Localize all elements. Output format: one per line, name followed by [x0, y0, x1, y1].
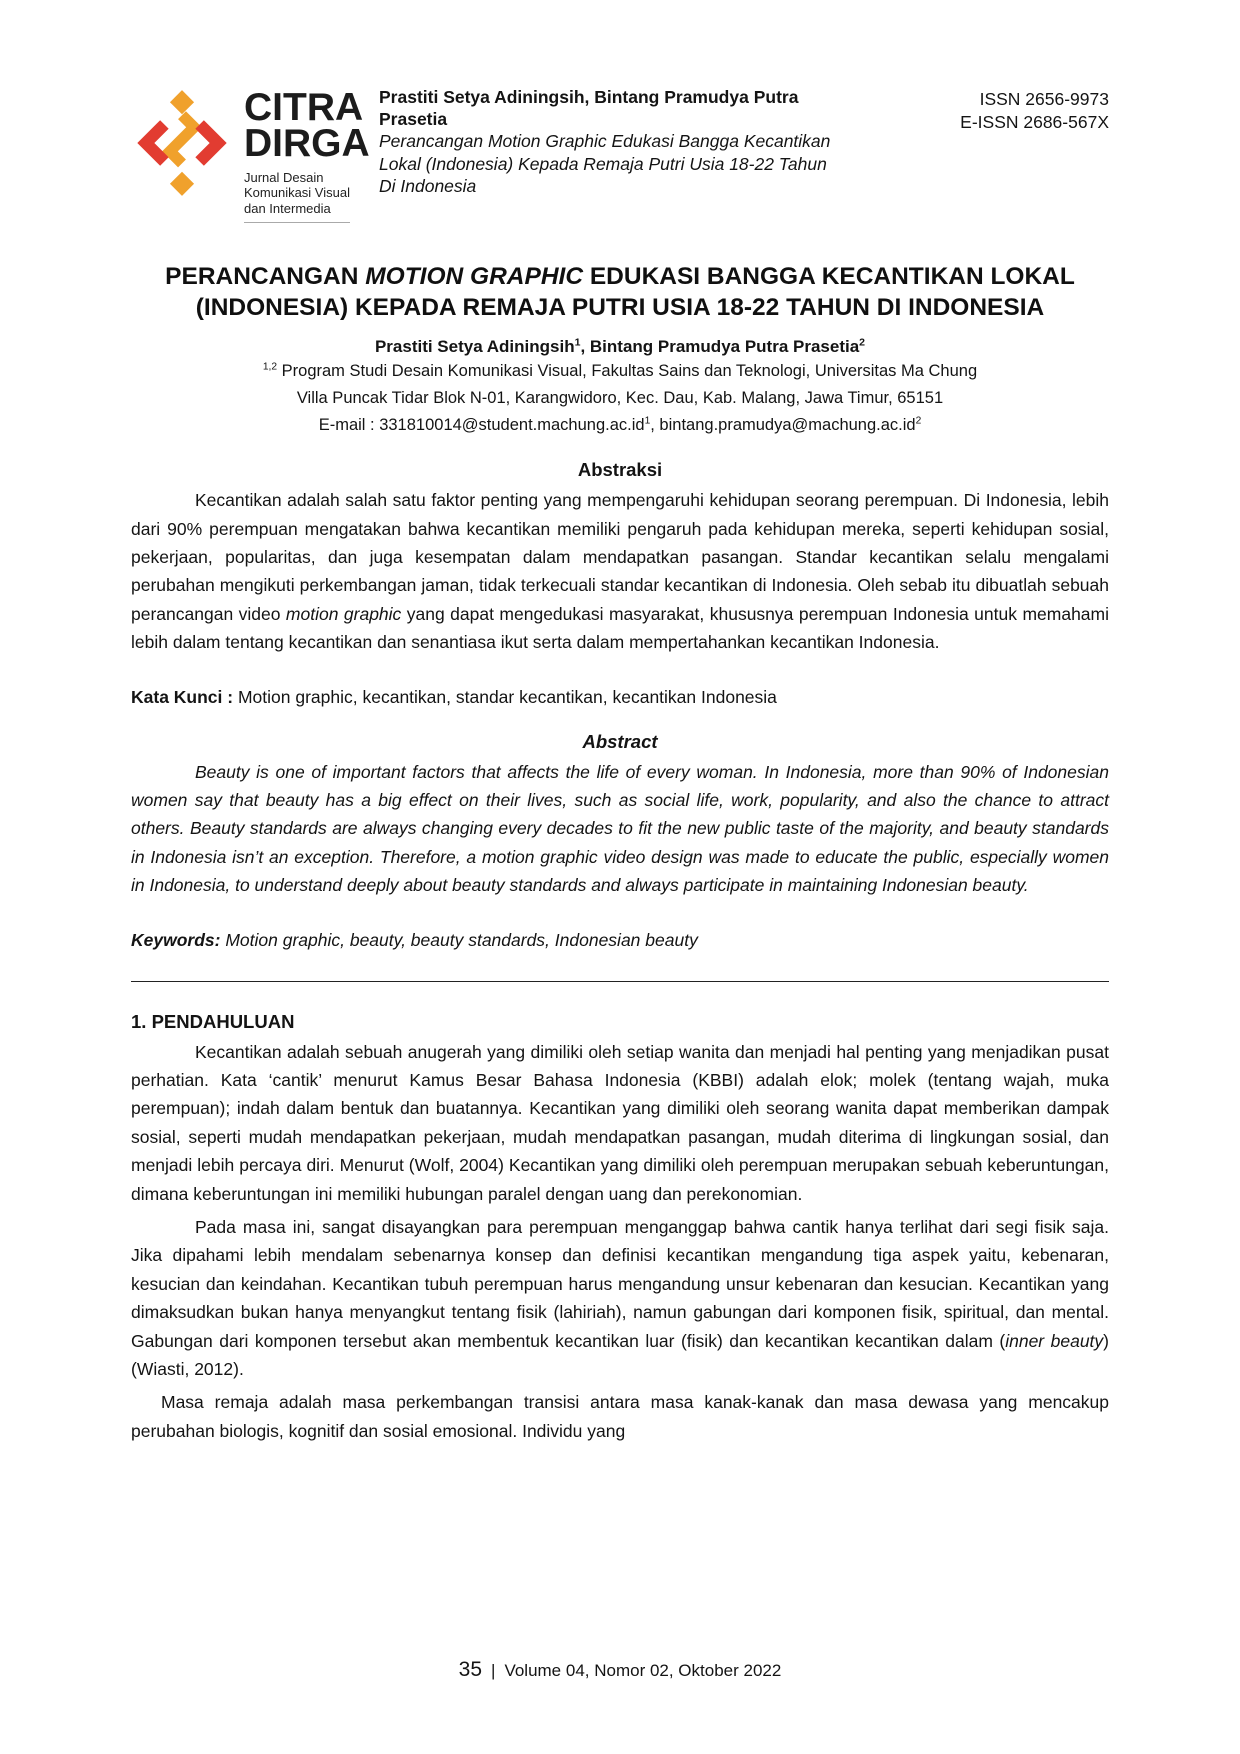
article-title-pre: PERANCANGAN [165, 263, 366, 291]
section-1-paragraph-1: Kecantikan adalah sebuah anugerah yang dimiliki oleh setiap wanita dan menjadi hal penting yang menjadikan pusat perhatian. Kata ‘cantik’ menurut Kamus Besar Bahasa Indonesia (KBBI) adalah elok; molek (tentang wajah, muka perempuan); indah dalam bentuk dan buatannya. Kecantikan yang dimiliki oleh seorang wanita dapat memberikan dampak sosial, seperti mudah mendapatkan pekerjaan, mudah mendapatkan pasangan, mudah diterima di lingkungan sosial, dan menjadi lebih percaya diri. Menurut (Wolf, 2004) Kecantikan yang dimiliki oleh perempuan merupakan sebuah keberuntungan, dimana keberuntungan ini memiliki hubungan paralel dengan uang dan perekonomian. [131, 1041, 1109, 1204]
journal-name-line2: DIRGA [244, 122, 370, 166]
journal-subtitle [244, 170, 350, 224]
keywords-id-line [131, 683, 1109, 711]
section-1-paragraph-2 [131, 1213, 1109, 1383]
issn-block [960, 86, 1109, 134]
keywords-en-text: Motion graphic, beauty, beauty standards, Indonesian beauty [225, 929, 698, 950]
author-1: Prastiti Setya Adiningsih [374, 337, 575, 357]
journal-name-line1: CITRA [244, 86, 364, 129]
journal-subtitle-line3: dan Intermedia [244, 201, 331, 217]
author-2: Bintang Pramudya Putra Prasetia [589, 337, 860, 357]
running-header-authors: Prastiti Setya Adiningsih, Bintang Pramudya Putra Prasetia [379, 87, 799, 130]
journal-subtitle-line2: Komunikasi Visual [244, 185, 350, 201]
para2-run3: ) (Wiasti, 2012). [131, 1330, 1109, 1380]
author-1-sup: 1 [574, 336, 581, 349]
issue-info: Volume 04, Nomor 02, Oktober 2022 [504, 1661, 782, 1680]
email-2: , bintang.pramudya@machung.ac.id [650, 416, 916, 435]
section-divider [131, 981, 1109, 982]
article-title-post: EDUKASI BANGGA KECANTIKAN LOKAL (INDONESIA) KEPADA REMAJA PUTRI USIA 18-22 TAHUN DI INDONESIA [195, 263, 1075, 322]
authors-separator: , [580, 337, 590, 357]
keywords-en-line [131, 926, 1109, 954]
journal-subtitle-line1: Jurnal Desain [244, 169, 324, 185]
abstract-en-heading: Abstract [582, 730, 658, 752]
abstract-id-run1: Kecantikan adalah salah satu faktor penting yang mempengaruhi kehidupan seorang perempuan. Di Indonesia, lebih dari 90% perempuan mengatakan bahwa kecantikan memiliki pengaruh pada kehidupan mereka, seperti kehidupan sosial, pekerjaan, popularitas, dan juga kesempatan dalam mendapatkan pasangan. Standar kecantikan selalu mengalami perubahan mengikuti perkembangan jaman, tidak terkecuali standar kecantikan di Indonesia. Oleh sebab itu dibuatlah sebuah perancangan video [131, 490, 1109, 624]
para2-run1: Pada masa ini, sangat disayangkan para perempuan menganggap bahwa cantik hanya terlihat dari segi fisik saja. Jika dipahami lebih mendalam sebenarnya konsep dan definisi kecantikan mengandung tiga aspek yaitu, kebenaran, kesucian dan keindahan. Kecantikan tubuh perempuan harus mengandung unsur kebenaran dan kesucian. Kecantikan yang dimaksudkan bukan hanya menyangkut tentang fisik (lahiriah), namun gabungan dari komponen fisik, spiritual, dan mental. Gabungan dari komponen tersebut akan membentuk kecantikan luar (fisik) dan kecantikan kecantikan dalam ( [131, 1217, 1109, 1351]
page-number: 35 [458, 1658, 483, 1681]
page-footer [0, 1658, 1240, 1682]
keywords-id-text: Motion graphic, kecantikan, standar kecantikan, kecantikan Indonesia [237, 686, 777, 707]
keywords-id-label: Kata Kunci : [131, 686, 238, 707]
keywords-en-label: Keywords: [131, 929, 226, 950]
section-1-paragraph-3: Masa remaja adalah masa perkembangan transisi antara masa kanak-kanak dan masa dewasa yang mencakup perubahan biologis, kognitif dan sosial emosional. Individu yang [131, 1392, 1109, 1441]
authors-line [131, 336, 1109, 358]
article-title [131, 261, 1109, 323]
abstract-id-heading: Abstraksi [577, 459, 663, 481]
email-1: E-mail : 331810014@student.machung.ac.id [318, 416, 645, 435]
abstract-id-italic: motion graphic [285, 603, 402, 624]
abstract-id-run3: yang dapat mengedukasi masyarakat, khususnya perempuan Indonesia untuk memahami lebih dalam tentang kecantikan dan senantiasa ikut serta dalam mempertahankan kecantikan Indonesia. [131, 603, 1110, 653]
email-line [131, 412, 1109, 439]
journal-logo [131, 86, 377, 223]
footer-separator: | [491, 1661, 496, 1680]
author-2-sup: 2 [859, 336, 866, 349]
article-title-italic: MOTION GRAPHIC [365, 263, 584, 291]
affiliation-line [131, 358, 1109, 385]
email-1-sup: 1 [644, 415, 651, 427]
running-header-title: Perancangan Motion Graphic Edukasi Bangga Kecantikan Lokal (Indonesia) Kepada Remaja Putri Usia 18-22 Tahun Di Indonesia [379, 131, 831, 196]
section-1-heading: 1. PENDAHULUAN [131, 1010, 295, 1032]
address-line: Villa Puncak Tidar Blok N-01, Karangwidoro, Kec. Dau, Kab. Malang, Jawa Timur, 65151 [296, 389, 944, 408]
journal-logo-icon [131, 86, 233, 200]
abstract-id-paragraph [131, 486, 1109, 656]
running-header-text [379, 86, 831, 197]
para2-italic: inner beauty [1005, 1330, 1104, 1351]
journal-logo-text [244, 86, 370, 223]
page-header [131, 86, 1109, 223]
abstract-en-paragraph: Beauty is one of important factors that affects the life of every woman. In Indonesia, more than 90% of Indonesian women say that beauty has a big effect on their lives, such as social life, work, popularity, and also the chance to attract others. Beauty standards are always changing every decades to fit the new public taste of the majority, and beauty standards in Indonesia isn’t an exception. Therefore, a motion graphic video design was made to educate the public, especially women in Indonesia, to understand deeply about beauty standards and always participate in maintaining Indonesian beauty. [131, 761, 1109, 896]
email-2-sup: 2 [915, 415, 922, 427]
affiliation-text: Program Studi Desain Komunikasi Visual, Fakultas Sains dan Teknologi, Universitas Ma Chung [277, 362, 978, 381]
affiliation-sup: 1,2 [262, 361, 278, 373]
issn: ISSN 2656-9973 [979, 89, 1109, 109]
e-issn: E-ISSN 2686-567X [960, 111, 1109, 132]
